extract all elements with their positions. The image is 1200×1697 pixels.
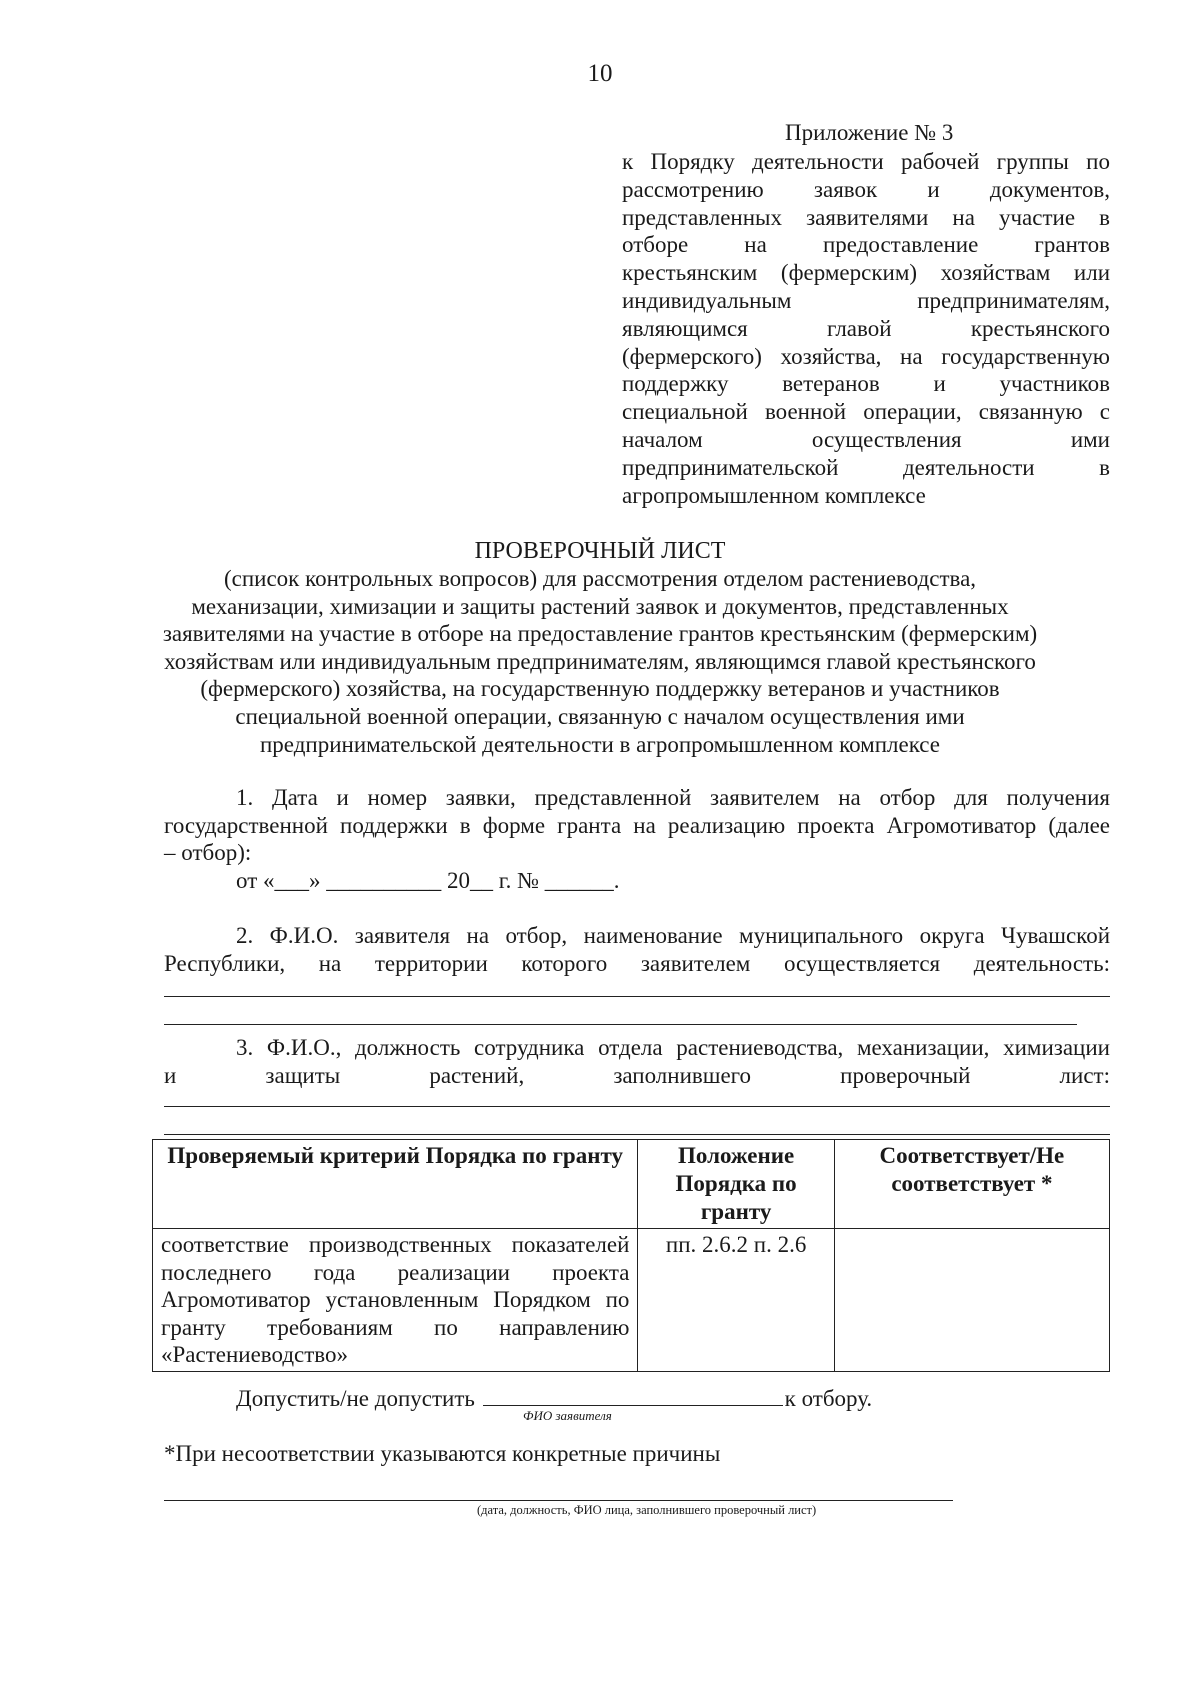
criterion-line: Агромотиватор установленным Порядком по (161, 1287, 630, 1312)
appendix-line: началом осуществления ими (622, 426, 1110, 452)
subtitle-line: хозяйствам или индивидуальным предпринимателям, являющимся главой крестьянского (164, 648, 1036, 674)
item-1-application-date (164, 784, 1110, 867)
applicant-name-field[interactable] (483, 1387, 783, 1406)
subtitle-line: предпринимательской деятельности в агропромышленном комплексе (259, 731, 940, 757)
page-number: 10 (587, 60, 613, 87)
appendix-line: представленных заявителями на участие в (622, 204, 1110, 230)
footnote: *При несоответствии указываются конкретные причины (164, 1441, 721, 1466)
compliance-cell[interactable] (834, 1229, 1109, 1372)
appendix-line: являющимся главой крестьянского (622, 315, 1110, 341)
item-3-line: 3. Ф.И.О., должность сотрудника отдела растениеводства, механизации, химизации (236, 1035, 1110, 1060)
admit-prefix: Допустить/не допустить (236, 1386, 475, 1411)
subtitle-line: (список контрольных вопросов) для рассмотрения отделом растениеводства, (223, 566, 977, 591)
admit-suffix: к отбору. (784, 1386, 873, 1411)
item-2-line: Республики, на территории которого заявителем осуществляется деятельность: (164, 950, 1110, 976)
appendix-line: к Порядку деятельности рабочей группы по (622, 149, 1110, 174)
applicant-fill-line[interactable] (164, 996, 1110, 997)
section-ref-cell: пп. 2.6.2 п. 2.6 (638, 1229, 834, 1372)
item-1-line: – отбор): (164, 840, 252, 866)
employee-fill-line[interactable] (164, 1106, 1110, 1107)
subtitle-line: заявителями на участие в отборе на предоставление грантов крестьянским (фермерским) (162, 621, 1038, 647)
table-header-row (153, 1140, 1110, 1229)
subtitle-line: механизации, химизации и защиты растений заявок и документов, представленных (191, 593, 1009, 619)
item-3-line: и защиты растений, заполнившего проверочный лист: (164, 1062, 1110, 1088)
appendix-body (622, 148, 1110, 509)
criterion-line: «Растениеводство» (161, 1342, 348, 1367)
item-3-employee (164, 1034, 1110, 1089)
item-1-line: государственной поддержки в форме гранта на реализацию проекта Агромотиватор (далее (164, 812, 1110, 838)
item-2-applicant (164, 922, 1110, 977)
appendix-line: рассмотрению заявок и документов, (622, 176, 1110, 202)
document-title: ПРОВЕРОЧНЫЙ ЛИСТ (474, 538, 726, 564)
applicant-fill-line-2[interactable] (164, 1024, 1077, 1025)
signature-caption: (дата, должность, ФИО лица, заполнившего проверочный лист) (477, 1503, 817, 1517)
header-criterion: Проверяемый критерий Порядка по гранту (153, 1140, 638, 1229)
appendix-line: отборе на предоставление грантов (622, 232, 1110, 258)
appendix-title: Приложение № 3 (785, 120, 954, 145)
appendix-line: специальной военной операции, связанную с (622, 399, 1110, 425)
appendix-line: крестьянским (фермерским) хозяйствам или (622, 260, 1110, 286)
signature-line[interactable] (164, 1500, 953, 1501)
fio-caption: ФИО заявителя (523, 1408, 612, 1423)
item-1-line: 1. Дата и номер заявки, представленной заявителем на отбор для получения (236, 785, 1110, 810)
appendix-line: агропромышленном комплексе (622, 482, 926, 508)
appendix-line: поддержку ветеранов и участников (622, 371, 1110, 397)
subtitle-line: (фермерского) хозяйства, на государственную поддержку ветеранов и участников (200, 676, 1000, 702)
header-section: Положение Порядка по гранту (638, 1140, 834, 1229)
criteria-table (152, 1139, 1110, 1372)
application-date-number-field[interactable]: от «___» __________ 20__ г. № ______. (236, 868, 620, 893)
employee-fill-line-2[interactable] (164, 1134, 1110, 1135)
header-compliance: Соответствует/Не соответствует * (834, 1140, 1109, 1229)
item-2-line: 2. Ф.И.О. заявителя на отбор, наименование муниципального округа Чувашской (236, 923, 1110, 948)
criterion-line: соответствие производственных показателей (161, 1232, 630, 1257)
table-row (153, 1229, 1110, 1372)
document-subtitle (140, 565, 1060, 758)
subtitle-line: специальной военной операции, связанную с началом осуществления ими (235, 703, 965, 729)
appendix-line: предпринимательской деятельности в (622, 454, 1110, 480)
criterion-line: последнего года реализации проекта (161, 1259, 630, 1285)
criterion-cell (153, 1229, 638, 1372)
appendix-line: индивидуальным предпринимателям, (622, 287, 1110, 313)
criterion-line: гранту требованиям по направлению (161, 1314, 630, 1340)
appendix-line: (фермерского) хозяйства, на государственную (622, 343, 1110, 369)
